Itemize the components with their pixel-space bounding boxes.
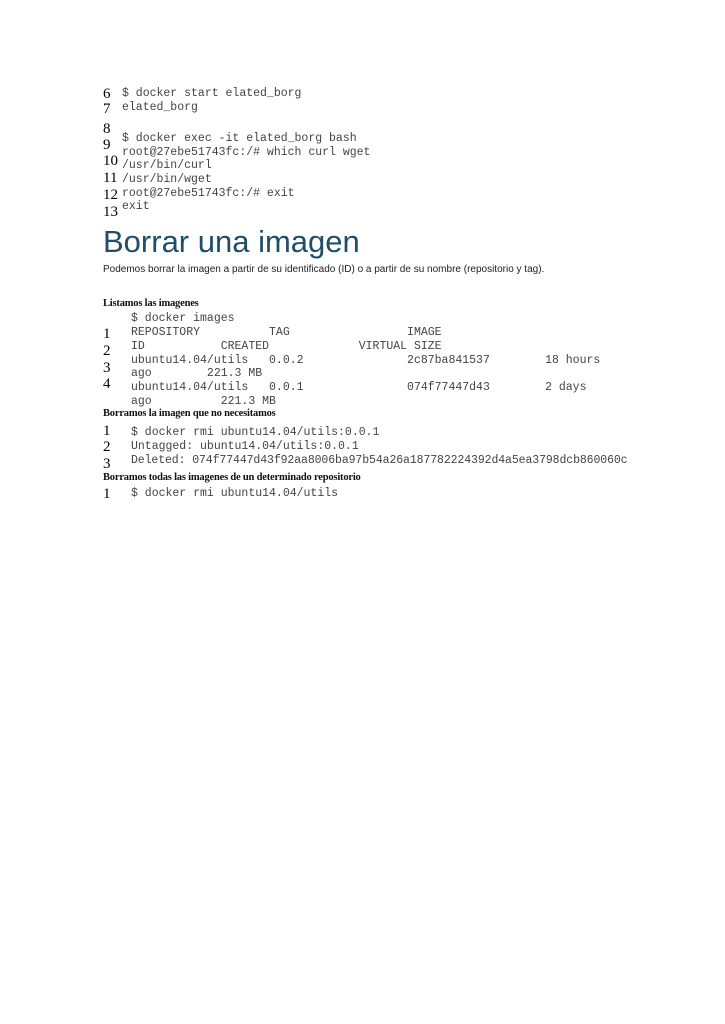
page-title: Borrar una imagen	[103, 224, 360, 259]
line-number: 2	[103, 343, 111, 359]
line-number: 3	[103, 456, 111, 472]
code-line: ID CREATED VIRTUAL SIZE	[131, 340, 442, 353]
line-number: 13	[103, 204, 118, 220]
line-number: 1	[103, 326, 111, 342]
line-number: 1	[103, 423, 111, 439]
code-line: $ docker images	[131, 312, 235, 325]
line-number: 10	[103, 153, 118, 169]
code-line: root@27ebe51743fc:/# which curl wget	[122, 146, 371, 159]
line-number: 2	[103, 439, 111, 455]
code-line: $ docker exec -it elated_borg bash	[122, 132, 357, 145]
code-line: ago 221.3 MB	[131, 395, 276, 408]
code-line: ago 221.3 MB	[131, 367, 263, 380]
line-number: 4	[103, 376, 111, 392]
code-line: root@27ebe51743fc:/# exit	[122, 187, 295, 200]
line-number: 6	[103, 86, 111, 102]
line-number: 3	[103, 360, 111, 376]
subheading-list-images: Listamos las imagenes	[103, 298, 199, 309]
code-line: $ docker rmi ubuntu14.04/utils	[131, 487, 339, 500]
code-line: /usr/bin/curl	[122, 159, 212, 172]
code-line: /usr/bin/wget	[122, 173, 212, 186]
code-line: Untagged: ubuntu14.04/utils:0.0.1	[131, 440, 359, 453]
code-line: ubuntu14.04/utils 0.0.2 2c87ba841537 18 hours	[131, 354, 601, 367]
intro-paragraph: Podemos borrar la imagen a partir de su identificado (ID) o a partir de su nombre (repositorio y tag).	[103, 264, 545, 275]
line-number: 9	[103, 137, 111, 153]
subheading-remove-repository: Borramos todas las imagenes de un determinado repositorio	[103, 472, 361, 483]
line-number: 11	[103, 170, 118, 186]
code-line: exit	[122, 200, 150, 213]
line-number: 8	[103, 121, 111, 137]
line-number: 1	[103, 486, 111, 502]
code-line: REPOSITORY TAG IMAGE	[131, 326, 442, 339]
code-line: elated_borg	[122, 101, 198, 114]
code-line: $ docker start elated_borg	[122, 87, 302, 100]
code-line: $ docker rmi ubuntu14.04/utils:0.0.1	[131, 426, 380, 439]
code-line: Deleted: 074f77447d43f92aa8006ba97b54a26a187782224392d4a5ea3798dcb860060c	[131, 454, 628, 467]
code-line: ubuntu14.04/utils 0.0.1 074f77447d43 2 days	[131, 381, 587, 394]
subheading-remove-image: Borramos la imagen que no necesitamos	[103, 408, 276, 419]
line-number: 7	[103, 101, 111, 117]
line-number: 12	[103, 187, 118, 203]
